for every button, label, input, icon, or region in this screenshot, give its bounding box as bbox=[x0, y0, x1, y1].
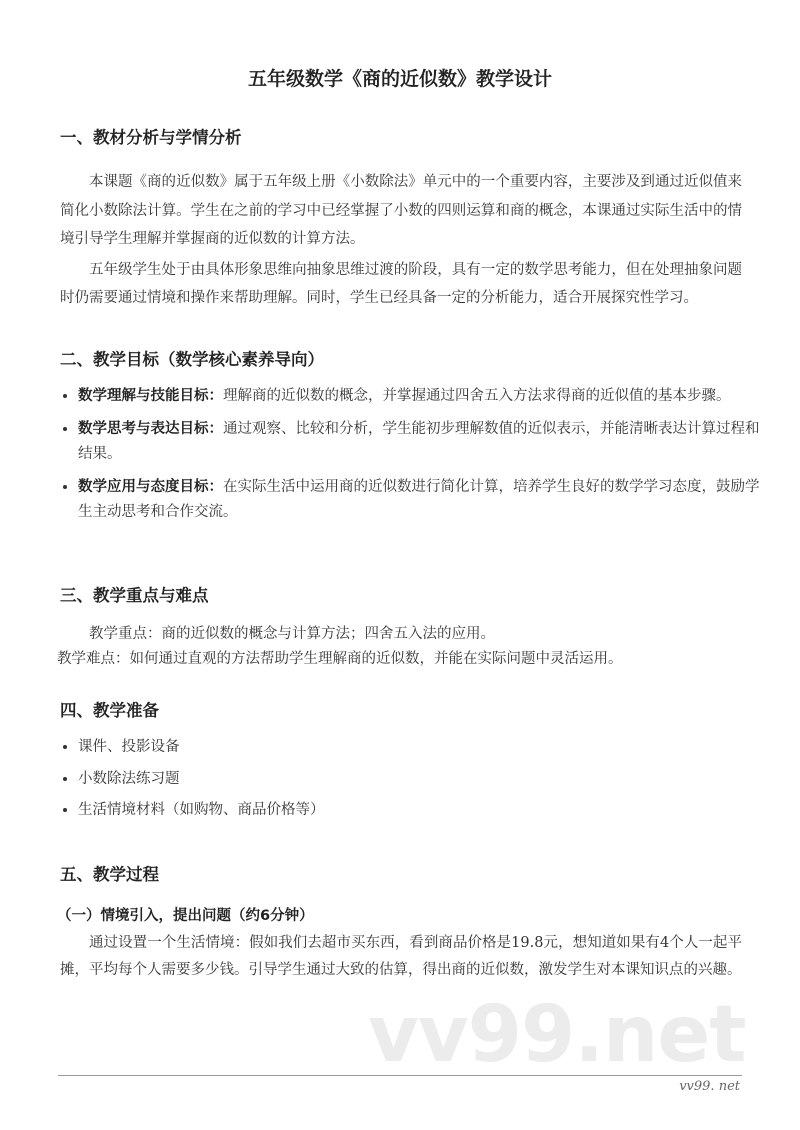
section-2-heading: 二、教学目标（数学核心素养导向） bbox=[60, 350, 324, 369]
footer-text: vv99. net bbox=[679, 1079, 740, 1094]
paragraph: 通过设置一个生活情境：假如我们去超市买东西，看到商品价格是19.8元，想知道如果有4个人一起平摊，平均每个人需要多少钱。引导学生通过大致的估算，得出商的近似数，激发学生对本课知识点的兴趣。 bbox=[60, 935, 742, 978]
section-5-heading: 五、教学过程 bbox=[60, 865, 159, 884]
item-label: 数学思考与表达目标： bbox=[78, 421, 223, 437]
section-1-body bbox=[60, 168, 742, 313]
paragraph: 本课题《商的近似数》属于五年级上册《小数除法》单元中的一个重要内容，主要涉及到通过近似值来简化小数除法计算。学生在之前的学习中已经掌握了小数的四则运算和商的概念，本课通过实际生活中的情境引导学生理解并掌握商的近似数的计算方法。 bbox=[60, 174, 742, 247]
item-text: 通过观察、比较和分析，学生能初步理解数值的近似表示，并能清晰表达计算过程和结果。 bbox=[78, 421, 760, 462]
item-label: 数学应用与态度目标： bbox=[78, 479, 223, 495]
section-4-heading: 四、教学准备 bbox=[60, 701, 159, 720]
list-item: • 课件、投影设备 bbox=[78, 732, 760, 764]
footer-divider bbox=[58, 1075, 742, 1076]
item-label: 数学理解与技能目标： bbox=[78, 388, 223, 404]
page-title: 五年级数学《商的近似数》教学设计 bbox=[247, 68, 552, 90]
subsection-heading: （一）情境引入，提出问题（约6分钟） bbox=[57, 908, 314, 924]
item-text: 理解商的近似数的概念，并掌握通过四舍五入方法求得商的近似值的基本步骤。 bbox=[223, 388, 731, 404]
list-item bbox=[78, 384, 760, 409]
list-item: • 生活情境材料（如购物、商品价格等） bbox=[78, 795, 760, 827]
difficult-points: 教学难点：如何通过直观的方法帮助学生理解商的近似数，并能在实际问题中灵活运用。 bbox=[57, 651, 623, 667]
list-item bbox=[78, 417, 760, 467]
section-3-heading: 三、教学重点与难点 bbox=[60, 586, 209, 605]
preparation-list bbox=[60, 732, 760, 827]
key-points: 教学重点：商的近似数的概念与计算方法；四舍五入法的应用。 bbox=[89, 626, 495, 642]
list-item bbox=[78, 475, 760, 525]
list-item: • 小数除法练习题 bbox=[78, 764, 760, 796]
watermark: vv99.net bbox=[368, 990, 746, 1080]
item-text: 在实际生活中运用商的近似数进行简化计算，培养学生良好的数学学习态度，鼓励学生主动思考和合作交流。 bbox=[78, 479, 760, 520]
section-1-heading: 一、教材分析与学情分析 bbox=[60, 128, 242, 147]
paragraph: 五年级学生处于由具体形象思维向抽象思维过渡的阶段，具有一定的数学思考能力，但在处理抽象问题时仍需要通过情境和操作来帮助理解。同时，学生已经具备一定的分析能力，适合开展探究性学习。 bbox=[60, 261, 742, 306]
goals-list bbox=[60, 384, 760, 533]
